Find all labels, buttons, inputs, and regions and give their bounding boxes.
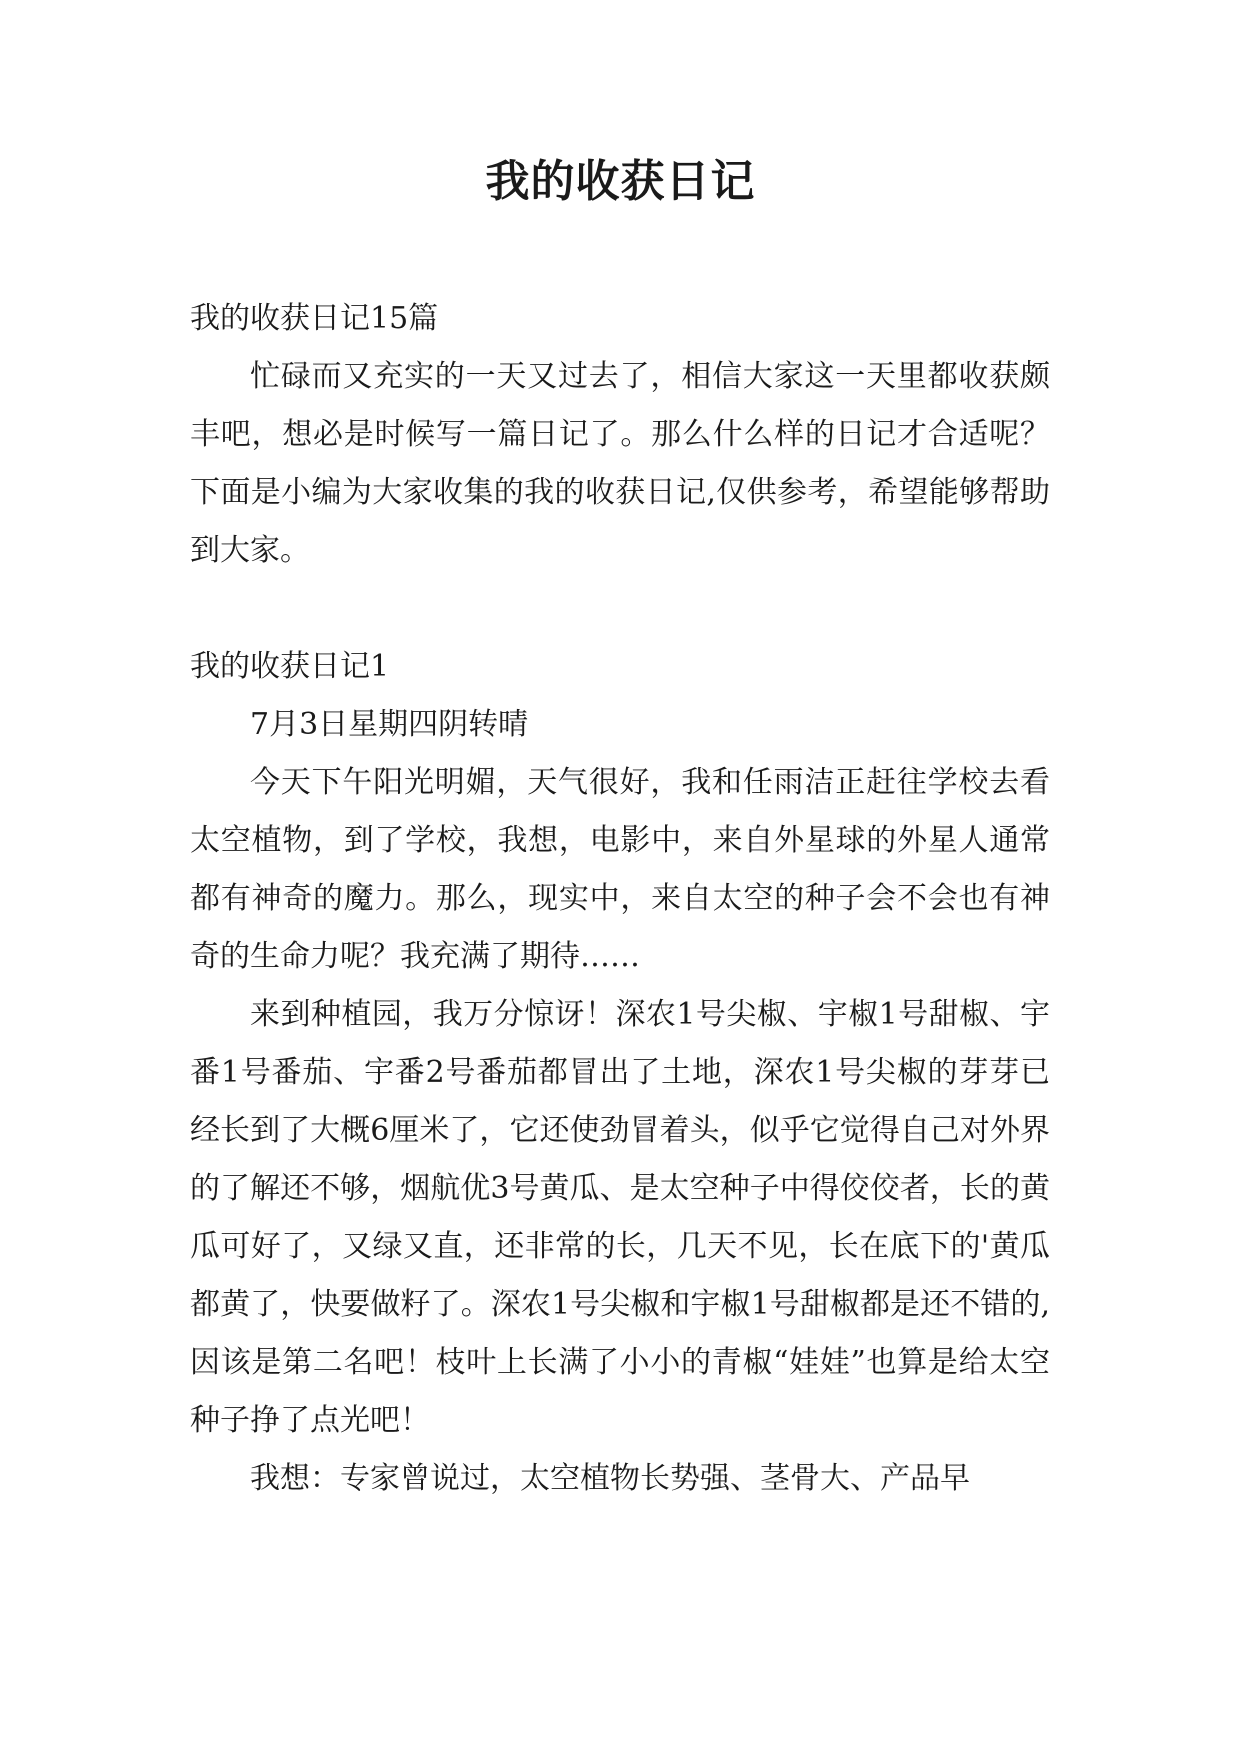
section-spacer <box>190 580 1050 638</box>
diary-paragraph: 我想：专家曾说过，太空植物长势强、茎骨大、产品早 <box>250 1461 970 1496</box>
diary-heading: 我的收获日记1 <box>190 649 390 684</box>
document-body <box>190 290 1050 1508</box>
document-title: 我的收获日记 <box>485 156 756 207</box>
intro-paragraph: 忙碌而又充实的一天又过去了，相信大家这一天里都收获颇丰吧，想必是时候写一篇日记了。那么什么样的日记才合适呢？下面是小编为大家收集的我的收获日记,仅供参考，希望能够帮助到大家。 <box>190 359 1050 568</box>
diary-date-line: 7月3日星期四阴转晴 <box>250 707 529 742</box>
diary-paragraph: 今天下午阳光明媚，天气很好，我和任雨洁正赶往学校去看太空植物，到了学校，我想，电影中，来自外星球的外星人通常都有神奇的魔力。那么，现实中，来自太空的种子会不会也有神奇的生命力呢？我充满了期待…… <box>190 765 1050 974</box>
intro-heading: 我的收获日记15篇 <box>190 301 439 336</box>
diary-paragraph: 来到种植园，我万分惊讶！深农1号尖椒、宇椒1号甜椒、宇番1号番茄、宇番2号番茄都冒出了土地，深农1号尖椒的芽芽已经长到了大概6厘米了，它还使劲冒着头，似乎它觉得自己对外界的了解还不够，烟航优3号黄瓜、是太空种子中得佼佼者，长的黄瓜可好了，又绿又直，还非常的长，几天不见，长在底下的'黄瓜都黄了，快要做籽了。深农1号尖椒和宇椒1号甜椒都是还不错的,因该是第二名吧！枝叶上长满了小小的青椒“娃娃”也算是给太空种子挣了点光吧！ <box>190 997 1050 1438</box>
